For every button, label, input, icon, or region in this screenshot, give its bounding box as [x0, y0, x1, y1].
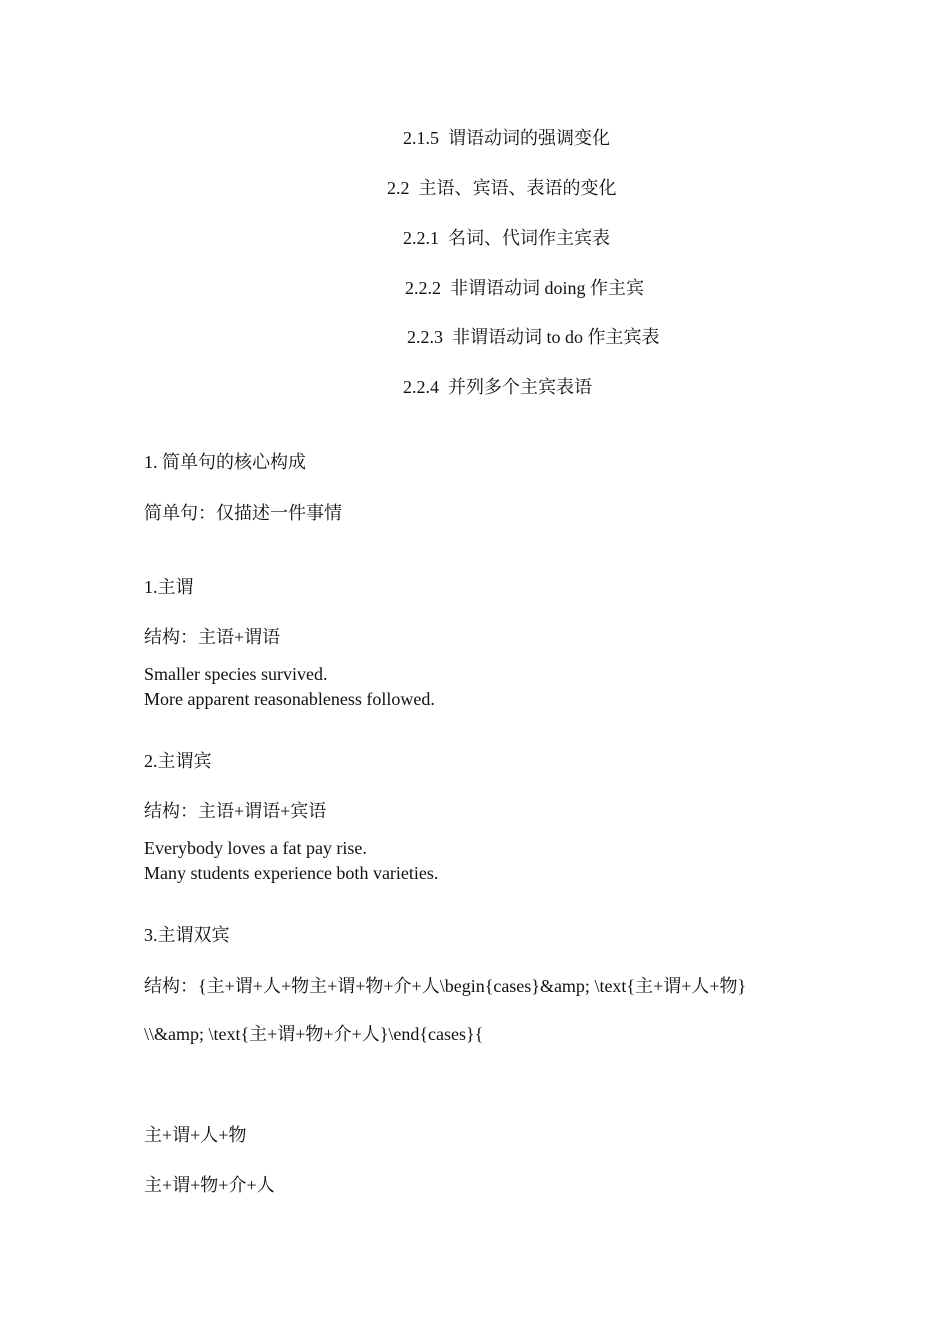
pattern-heading: 3.主谓双宾: [144, 925, 230, 945]
toc-entry: [403, 375, 592, 399]
structure-option: 主+谓+物+介+人: [144, 1175, 275, 1195]
example-sentence: Many students experience both varieties.: [144, 863, 439, 883]
example-sentence: More apparent reasonableness followed.: [144, 689, 435, 709]
toc-entry: [387, 176, 617, 200]
structure-text: 结构：{主+谓+人+物主+谓+物+介+人\begin{cases}&amp; \text{主+谓+人+物}: [144, 976, 747, 996]
toc-title: 非谓语动词 to do 作主宾表: [452, 327, 660, 347]
toc-number: 2.2.3: [407, 327, 443, 347]
toc-entry: [403, 126, 610, 150]
definition-text: 简单句：仅描述一件事情: [144, 503, 342, 523]
structure-text-continued: \\&amp; \text{主+谓+物+介+人}\end{cases}{: [144, 1024, 484, 1044]
structure-text: 结构：主语+谓语+宾语: [144, 801, 327, 821]
toc-title: 谓语动词的强调变化: [448, 128, 610, 148]
structure-option: 主+谓+人+物: [144, 1125, 247, 1145]
section-heading: 1. 简单句的核心构成: [144, 452, 306, 472]
toc-entry: [407, 325, 660, 349]
toc-entry: [403, 226, 610, 250]
toc-number: 2.2.4: [403, 377, 439, 397]
pattern-heading: 2.主谓宾: [144, 751, 212, 771]
toc-title: 名词、代词作主宾表: [448, 228, 610, 248]
toc-entry: [405, 276, 644, 300]
toc-number: 2.1.5: [403, 128, 439, 148]
structure-text: 结构：主语+谓语: [144, 627, 281, 647]
toc-title: 主语、宾语、表语的变化: [418, 178, 617, 198]
toc-number: 2.2.2: [405, 278, 441, 298]
example-sentence: Smaller species survived.: [144, 664, 328, 684]
pattern-heading: 1.主谓: [144, 577, 194, 597]
example-sentence: Everybody loves a fat pay rise.: [144, 838, 367, 858]
toc-title: 非谓语动词 doing 作主宾: [450, 278, 645, 298]
toc-number: 2.2.1: [403, 228, 439, 248]
toc-number: 2.2: [387, 178, 410, 198]
toc-title: 并列多个主宾表语: [448, 377, 592, 397]
